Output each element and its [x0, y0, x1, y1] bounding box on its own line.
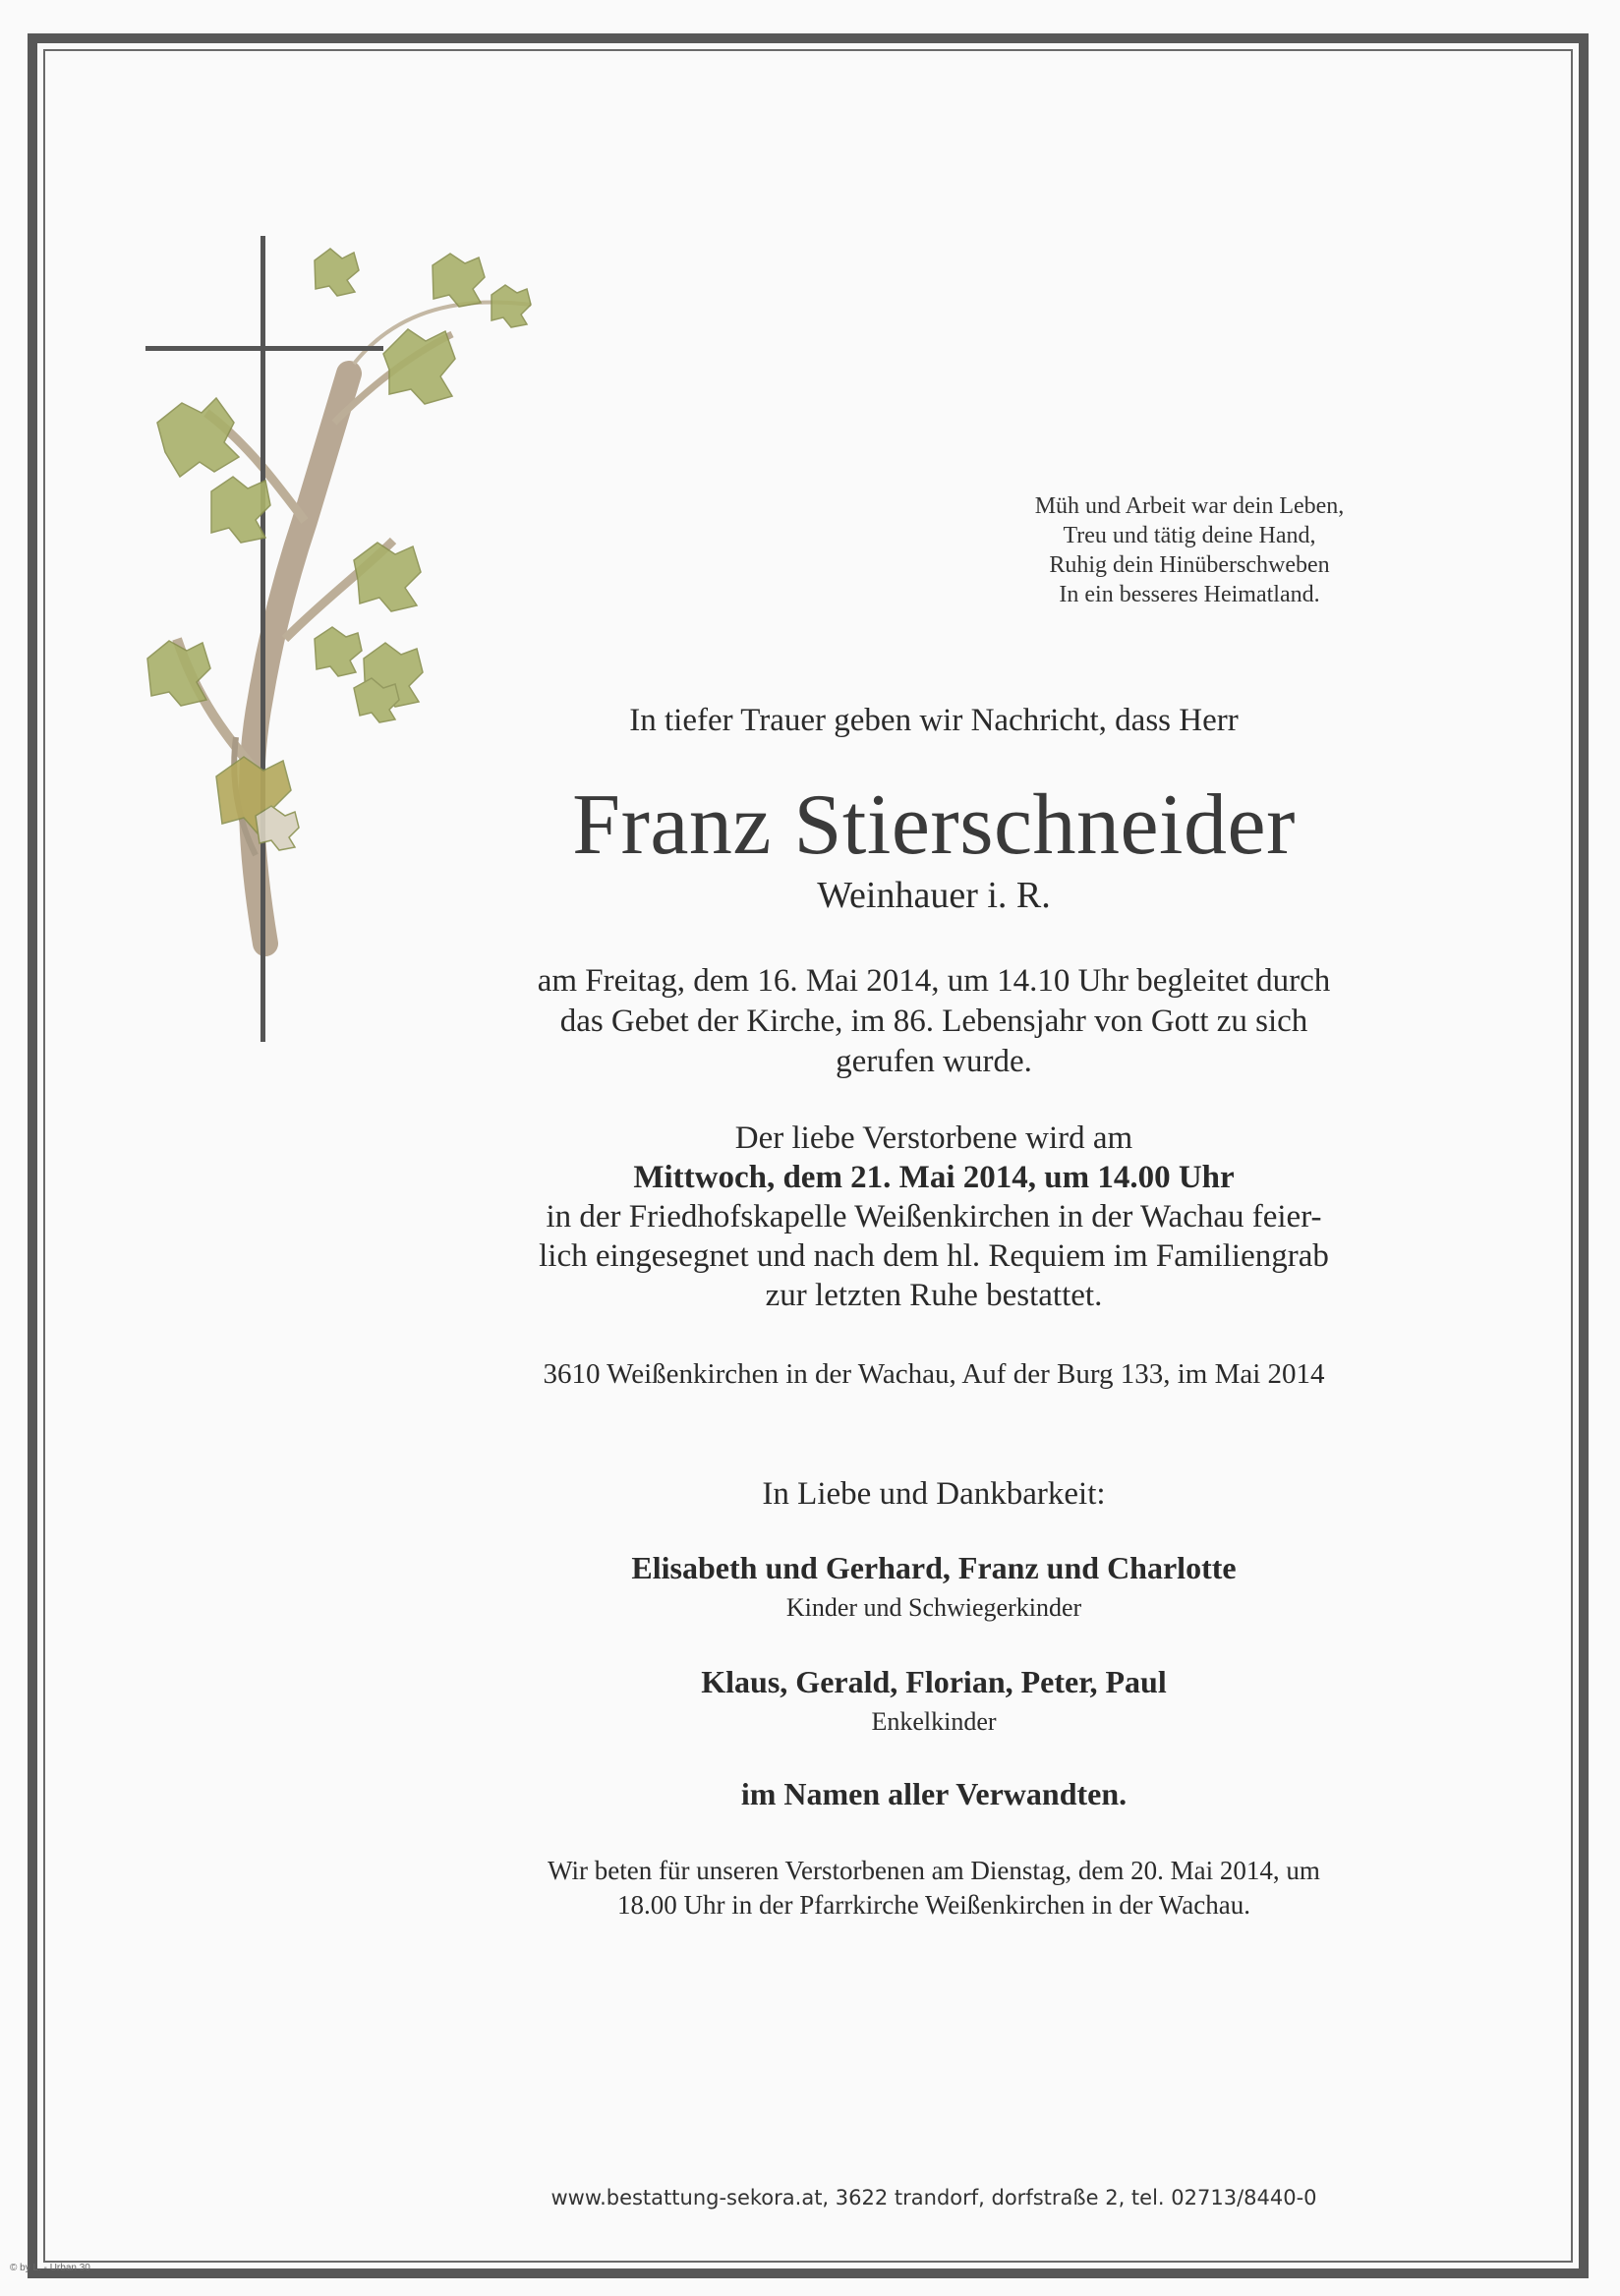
family-line: im Namen aller Verwandten.: [740, 1776, 1128, 1811]
mourner-names: Elisabeth und Gerhard, Franz und Charlotte: [631, 1550, 1237, 1585]
vine-leaves: [147, 249, 531, 850]
motto-line: Treu und tätig deine Hand,: [1063, 523, 1316, 548]
death-notice-line: am Freitag, dem 16. Mai 2014, um 14.10 Uhr begleitet durch: [537, 963, 1331, 999]
cross-and-vine-illustration: [138, 226, 570, 1042]
intro-text: In tiefer Trauer geben wir Nachricht, dass Herr: [629, 703, 1239, 738]
deceased-title: Weinhauer i. R.: [817, 875, 1051, 916]
funeral-line: in der Friedhofskapelle Weißenkirchen in der Wachau feier-: [546, 1199, 1322, 1234]
funeral-line: zur letzten Ruhe bestattet.: [765, 1278, 1103, 1313]
print-credit: © by L. - Urban 30: [10, 2263, 90, 2273]
thanks-heading: In Liebe und Dankbarkeit:: [762, 1476, 1106, 1512]
mourner-names: Klaus, Gerald, Florian, Peter, Paul: [701, 1664, 1167, 1699]
death-notice-line: gerufen wurde.: [836, 1044, 1032, 1079]
funeral-line: lich eingesegnet und nach dem hl. Requiem im Familiengrab: [539, 1238, 1329, 1274]
mourner-relation: Enkelkinder: [871, 1707, 997, 1736]
motto-line: In ein besseres Heimatland.: [1059, 582, 1320, 607]
undertaker-footer: www.bestattung-sekora.at, 3622 trandorf, dorfstraße 2, tel. 02713/8440-0: [550, 2186, 1317, 2210]
funeral-details: [462, 1119, 1406, 1315]
funeral-date: Mittwoch, dem 21. Mai 2014, um 14.00 Uhr: [633, 1160, 1235, 1195]
death-notice: [482, 961, 1386, 1082]
death-notice-line: das Gebet der Kirche, im 86. Lebensjahr von Gott zu sich: [559, 1004, 1308, 1039]
prayer-notice: [472, 1854, 1396, 1923]
motto-verse: [993, 491, 1386, 609]
prayer-line: 18.00 Uhr in der Pfarrkirche Weißenkirchen in der Wachau.: [617, 1890, 1250, 1920]
motto-line: Ruhig dein Hinüberschweben: [1049, 552, 1330, 578]
prayer-line: Wir beten für unseren Verstorbenen am Dienstag, dem 20. Mai 2014, um: [548, 1856, 1320, 1885]
place-date: 3610 Weißenkirchen in der Wachau, Auf der Burg 133, im Mai 2014: [543, 1358, 1325, 1390]
motto-line: Müh und Arbeit war dein Leben,: [1034, 493, 1345, 519]
deceased-name: Franz Stierschneider: [572, 777, 1296, 873]
mourner-relation: Kinder und Schwiegerkinder: [785, 1593, 1082, 1622]
funeral-line: Der liebe Verstorbene wird am: [734, 1120, 1133, 1156]
